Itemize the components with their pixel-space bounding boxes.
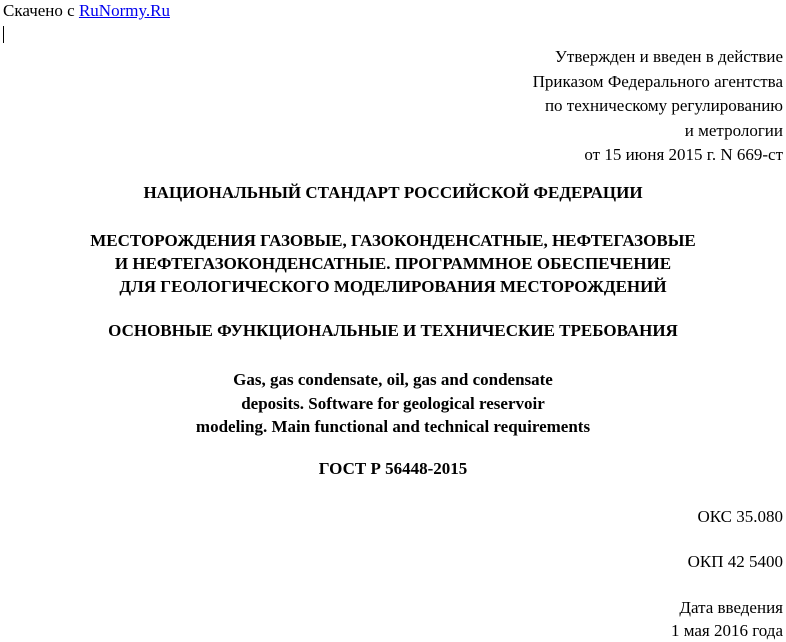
source-prefix: Скачено с [3, 1, 75, 20]
national-standard-heading: НАЦИОНАЛЬНЫЙ СТАНДАРТ РОССИЙСКОЙ ФЕДЕРАЦИИ [143, 183, 643, 202]
approval-line: и метрологии [684, 120, 783, 140]
approval-line: Утвержден и введен в действие [554, 47, 783, 66]
title-line: ДЛЯ ГЕОЛОГИЧЕСКОГО МОДЕЛИРОВАНИЯ МЕСТОРОЖДЕНИЙ [119, 277, 667, 296]
text-cursor [3, 26, 4, 43]
effective-date-block [671, 596, 783, 642]
title-line: И НЕФТЕГАЗОКОНДЕНСАТНЫЕ. ПРОГРАММНОЕ ОБЕСПЕЧЕНИЕ [114, 254, 672, 273]
runormy-link[interactable]: RuNormy.Ru [78, 1, 170, 20]
english-title-line: Gas, gas condensate, oil, gas and condensate [233, 370, 553, 389]
source-line [3, 1, 170, 21]
oks-code: ОКС 35.080 [697, 507, 783, 526]
gost-number: ГОСТ Р 56448-2015 [318, 459, 468, 478]
english-title-line: modeling. Main functional and technical requirements [195, 417, 591, 436]
title-line: МЕСТОРОЖДЕНИЯ ГАЗОВЫЕ, ГАЗОКОНДЕНСАТНЫЕ, НЕФТЕГАЗОВЫЕ [90, 231, 696, 250]
okp-code: ОКП 42 5400 [687, 552, 783, 571]
effective-date-label: Дата введения [679, 598, 783, 617]
approval-line: по техническому регулированию [544, 96, 783, 115]
document-title [0, 229, 786, 298]
english-title-line: deposits. Software for geological reservoir [241, 393, 545, 413]
approval-line: Приказом Федерального агентства [532, 71, 783, 91]
english-title [0, 368, 786, 439]
approval-block [533, 45, 783, 168]
document-subtitle: ОСНОВНЫЕ ФУНКЦИОНАЛЬНЫЕ И ТЕХНИЧЕСКИЕ ТРЕБОВАНИЯ [108, 321, 678, 340]
approval-line: от 15 июня 2015 г. N 669-ст [584, 145, 783, 164]
effective-date-value: 1 мая 2016 года [670, 621, 783, 640]
